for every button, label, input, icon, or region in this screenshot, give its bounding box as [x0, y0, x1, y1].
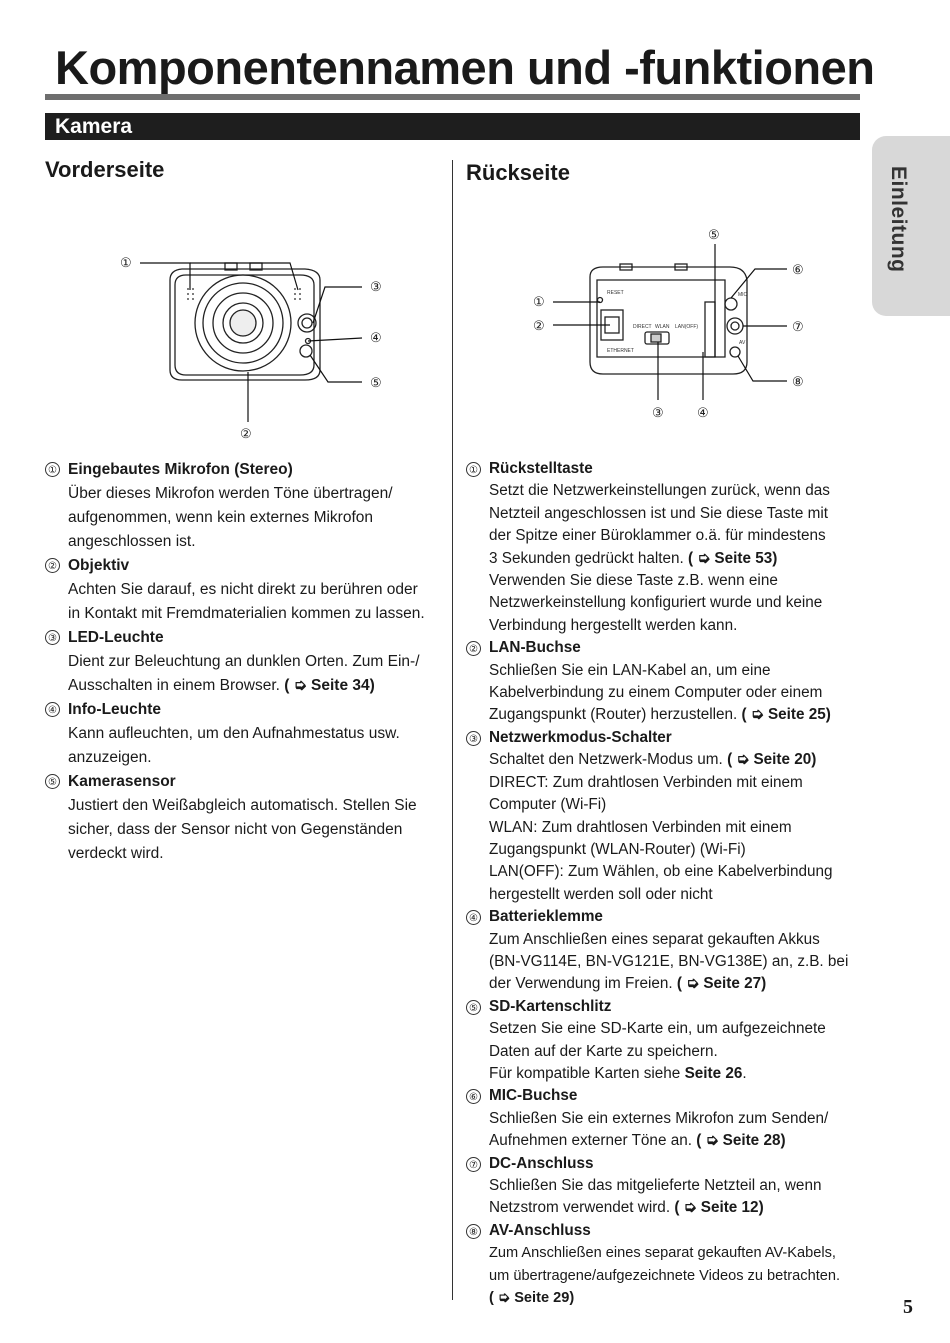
item-title: AV-Anschluss	[489, 1221, 591, 1239]
front-heading: Vorderseite	[45, 157, 165, 182]
back-callout-8: ⑧	[792, 374, 804, 389]
item-description: Setzen Sie eine SD-Karte ein, um aufgezeichnete Daten auf der Karte zu speichern. Für kompatible Karten siehe	[489, 1020, 826, 1082]
item-description: Setzt die Netzwerkeinstellungen zurück, wenn das Netzteil angeschlossen ist und Sie diese Taste mit der Spitze einer Büroklammer o.ä. für mindestens 3 Sekunden gedrückt halten.	[489, 482, 830, 567]
item-title: LAN-Buchse	[489, 639, 581, 657]
item-description: Achten Sie darauf, es nicht direkt zu berühren oder in Kontakt mit Fremdmaterialien kommen zu lassen.	[68, 581, 425, 622]
back-heading: Rückseite	[466, 160, 570, 185]
item-number: ②	[466, 641, 481, 656]
back-component-list	[466, 458, 866, 1309]
list-item	[466, 1220, 866, 1310]
item-title: Kamerasensor	[68, 773, 176, 790]
item-number: ③	[466, 731, 481, 746]
list-item	[466, 906, 866, 996]
list-item	[466, 458, 866, 637]
list-item	[45, 458, 445, 554]
av-label: AV	[739, 340, 746, 346]
item-title: SD-Kartenschlitz	[489, 997, 612, 1015]
item-description: Schaltet den Netzwerk-Modus um.	[489, 751, 728, 769]
item-title: Netzwerkmodus-Schalter	[489, 728, 672, 746]
page-reference: ( ➭ Seite 29)	[489, 1290, 575, 1307]
page-reference: ( ➭ Seite 25)	[741, 706, 831, 724]
front-callout-5: ⑤	[370, 375, 382, 390]
back-callout-4: ④	[697, 405, 709, 420]
page-reference: ( ➭ Seite 28)	[696, 1132, 786, 1150]
page-number: 5	[903, 1296, 913, 1318]
reset-label: RESET	[607, 290, 624, 296]
lan-off-label: LAN(OFF)	[675, 324, 699, 330]
item-number: ②	[45, 558, 60, 573]
item-number: ⑥	[466, 1089, 481, 1104]
list-item	[45, 626, 445, 698]
item-description: Justiert den Weißabgleich automatisch. Stellen Sie sicher, dass der Sensor nicht von Gegenständen verdeckt wird.	[68, 797, 417, 862]
page-reference: ( ➭ Seite 53)	[688, 549, 778, 567]
item-description: Über dieses Mikrofon werden Töne übertragen/ aufgenommen, wenn kein externes Mikrofon angeschlossen ist.	[68, 485, 393, 550]
item-number: ⑧	[466, 1224, 481, 1239]
page-reference: Seite 26	[684, 1064, 743, 1082]
list-item	[466, 1085, 866, 1152]
item-title: DC-Anschluss	[489, 1154, 594, 1172]
item-title: MIC-Buchse	[489, 1087, 578, 1105]
front-view-diagram	[110, 245, 410, 450]
ethernet-label: ETHERNET	[607, 348, 634, 354]
item-description-cont: DIRECT: Zum drahtlosen Verbinden mit einem Computer (Wi-Fi) WLAN: Zum drahtlosen Verbinden mit einem Zugangspunkt (WLAN-Router) (Wi-Fi) LAN(OFF): Zum Wählen, ob eine Kabelverbindung hergestellt werden soll oder nicht	[489, 773, 833, 903]
mic-label: MIC	[738, 292, 748, 298]
item-description: Schließen Sie ein externes Mikrofon zum Senden/ Aufnehmen externer Töne an.	[489, 1109, 829, 1150]
item-number: ④	[466, 910, 481, 925]
page-reference: ( ➭ Seite 20)	[727, 751, 817, 769]
item-description: Zum Anschließen eines separat gekauften Akkus (BN-VG114E, BN-VG121E, BN-VG138E) an, z.B. bei der Verwendung im Freien.	[489, 930, 849, 993]
page-title: Komponentennamen und -funktionen	[55, 41, 875, 94]
item-description: Dient zur Beleuchtung an dunklen Orten. Zum Ein-/ Ausschalten in einem Browser.	[68, 653, 420, 694]
item-number: ①	[45, 462, 60, 477]
camera-back-body	[590, 264, 747, 374]
item-description: Schließen Sie das mitgelieferte Netzteil an, wenn Netzstrom verwendet wird.	[489, 1177, 822, 1217]
item-number: ⑤	[466, 1000, 481, 1015]
list-item	[45, 770, 445, 866]
front-callout-2: ②	[240, 426, 252, 441]
list-item	[466, 996, 866, 1086]
item-number: ④	[45, 702, 60, 717]
back-callout-1: ①	[533, 294, 545, 309]
front-callout-3: ③	[370, 279, 382, 294]
direct-label: DIRECT	[633, 324, 652, 330]
section-title: Kamera	[55, 115, 133, 138]
item-description: Schließen Sie ein LAN-Kabel an, um eine Kabelverbindung zu einem Computer oder einem Zugangspunkt (Router) herzustellen.	[489, 661, 823, 724]
chapter-tab	[872, 136, 950, 316]
item-title: Eingebautes Mikrofon (Stereo)	[68, 461, 293, 478]
page-reference: ( ➭ Seite 34)	[284, 677, 375, 694]
item-title: Batterieklemme	[489, 908, 603, 926]
item-number: ⑤	[45, 774, 60, 789]
wlan-label: WLAN	[655, 324, 670, 330]
item-description-cont: .	[742, 1064, 747, 1082]
section-bar	[45, 113, 860, 140]
back-callout-3: ③	[652, 405, 664, 420]
item-title: Info-Leuchte	[68, 701, 161, 718]
list-item	[45, 698, 445, 770]
back-view-diagram	[525, 222, 825, 427]
back-callout-7: ⑦	[792, 319, 804, 334]
list-item	[466, 1153, 866, 1220]
item-number: ③	[45, 630, 60, 645]
back-callout-6: ⑥	[792, 262, 804, 277]
item-description-cont: Verwenden Sie diese Taste z.B. wenn eine Netzwerkeinstellung konfiguriert wurde und keine Verbindung hergestellt werden kann.	[489, 572, 823, 634]
column-divider	[452, 160, 453, 1300]
front-component-list	[45, 458, 445, 866]
item-number: ⑦	[466, 1157, 481, 1172]
chapter-tab-label: Einleitung	[887, 166, 910, 273]
front-callout-4: ④	[370, 330, 382, 345]
back-callout-2: ②	[533, 318, 545, 333]
item-title: Objektiv	[68, 557, 130, 574]
page-reference: ( ➭ Seite 27)	[676, 975, 767, 993]
list-item	[466, 727, 866, 906]
item-title: LED-Leuchte	[68, 629, 164, 646]
title-rule	[45, 94, 860, 100]
list-item	[45, 554, 445, 626]
item-title: Rückstelltaste	[489, 460, 593, 477]
item-description: Zum Anschließen eines separat gekauften AV-Kabels, um übertragene/aufgezeichnete Videos zu betrachten.	[489, 1245, 841, 1284]
camera-front-body	[170, 263, 320, 380]
list-item	[466, 637, 866, 727]
item-number: ①	[466, 462, 481, 477]
page-reference: ( ➭ Seite 12)	[674, 1199, 764, 1217]
back-callout-5: ⑤	[708, 227, 720, 242]
front-callout-1: ①	[120, 255, 132, 270]
item-description: Kann aufleuchten, um den Aufnahmestatus usw. anzuzeigen.	[68, 725, 400, 766]
